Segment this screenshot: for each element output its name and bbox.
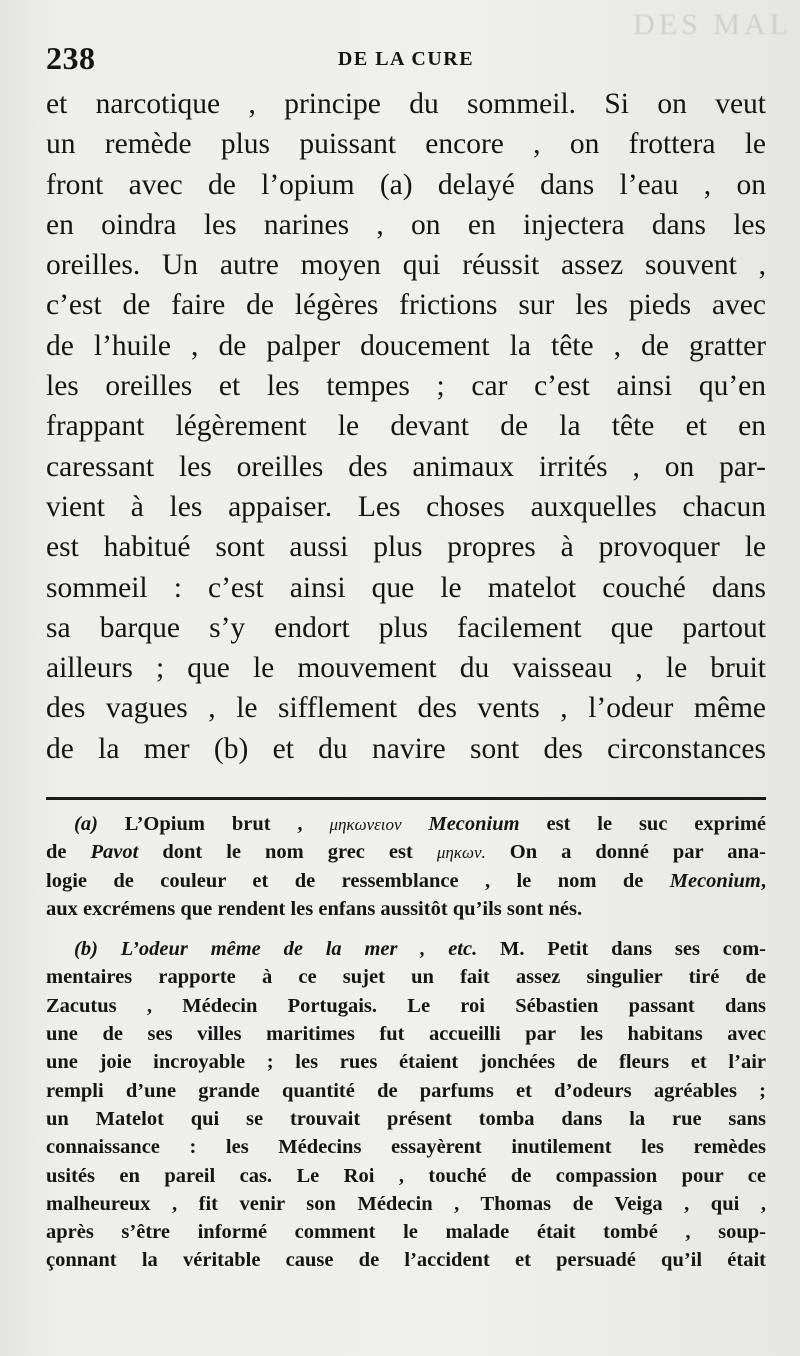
footnote-a — [46, 810, 766, 923]
page-number: 238 — [46, 40, 96, 76]
footnote-line — [46, 935, 766, 963]
text-line: oreilles. Un autre moyen qui réussit assez souvent , — [46, 249, 766, 282]
running-title: DE LA CURE — [337, 48, 475, 70]
footnote-text: L’Opium brut , — [124, 813, 303, 835]
text-line: et narcotique , principe du sommeil. Si on veut — [46, 88, 766, 120]
greek-word: μηκων. — [436, 843, 486, 863]
footnote-term: Meconium — [428, 813, 520, 835]
footnote-text: M. Petit dans ses com- — [500, 938, 766, 961]
text-line: de la mer (b) et du navire sont des circonstances — [46, 732, 766, 765]
text-line: des vagues , le sifflement des vents , l’odeur même — [46, 692, 766, 725]
footnote-line: connaissance : les Médecins essayèrent inutilement les remèdes — [46, 1136, 766, 1159]
footnote-line: une joie incroyable ; les rues étaient jonchées de fleurs et l’air — [46, 1051, 766, 1074]
footnote-line: malheureux , fit venir son Médecin , Thomas de Veiga , qui , — [46, 1192, 766, 1215]
footnote-line: une de ses villes maritimes fut accueilli par les habitans avec — [46, 1023, 766, 1046]
footnote-text: logie de couleur et de ressemblance , le nom de — [46, 869, 644, 892]
footnote-term: Pavot — [90, 841, 139, 864]
greek-word: μηκωνειον — [329, 815, 402, 834]
footnote-line — [46, 867, 766, 895]
text-line: front avec de l’opium (a) delayé dans l’eau , on — [46, 168, 766, 201]
main-text — [46, 84, 766, 769]
footnote-marker: (b) — [74, 938, 98, 961]
text-line: frappant légèrement le devant de la tête et en — [46, 410, 766, 443]
footnote-line: aux excrémens que rendent les enfans aussitôt qu’ils sont nés. — [46, 897, 583, 920]
footnotes — [46, 810, 766, 1275]
text-line: sommeil : c’est ainsi que le matelot couché dans — [46, 571, 766, 604]
text-line: est habitué sont aussi plus propres à provoquer le — [46, 531, 766, 564]
footnote-text: On a donné par ana- — [509, 841, 767, 864]
text-line: un remède plus puissant encore , on frottera le — [46, 128, 766, 161]
footnote-line — [46, 810, 766, 838]
footnote-marker: (a) — [74, 813, 98, 835]
footnote-line: après s’être informé comment le malade était tombé , soup- — [46, 1221, 766, 1244]
footnote-line: mentaires rapporte à ce sujet un fait assez singulier tiré de — [46, 966, 766, 989]
text-line: vient à les appaiser. Les choses auxquelles chacun — [46, 490, 766, 523]
footnote-line: usités en pareil cas. Le Roi , touché de compassion pour ce — [46, 1164, 766, 1187]
footnote-line: rempli d’une grande quantité de parfums et d’odeurs agréables ; — [46, 1079, 766, 1102]
footnote-term: Meconium — [669, 869, 761, 892]
footnote-line — [46, 838, 766, 866]
facing-page-bleed-through: DES MAL — [633, 8, 792, 41]
text-line: ailleurs ; que le mouvement du vaisseau , le bruit — [46, 652, 766, 685]
text-line: c’est de faire de légères frictions sur les pieds avec — [46, 289, 766, 322]
footnote-rule — [46, 797, 766, 800]
footnote-text: dont le nom grec est — [162, 841, 413, 864]
footnote-line: çonnant la véritable cause de l’accident et persuadé qu’il était — [46, 1249, 766, 1272]
footnote-text: de — [46, 841, 67, 864]
footnote-lemma: L’odeur même de la mer , etc. — [120, 938, 478, 961]
footnote-text: , — [760, 869, 766, 892]
footnote-line: un Matelot qui se trouvait présent tomba dans la rue sans — [46, 1107, 766, 1130]
footnote-text: est le suc exprimé — [546, 813, 767, 835]
text-line: de l’huile , de palper doucement la tête , de gratter — [46, 329, 766, 362]
text-line: en oindra les narines , on en injectera dans les — [46, 208, 766, 241]
text-line: sa barque s’y endort plus facilement que partout — [46, 611, 766, 644]
footnote-line: Zacutus , Médecin Portugais. Le roi Sébastien passant dans — [46, 994, 766, 1017]
text-line: caressant les oreilles des animaux irrités , on par- — [46, 450, 766, 483]
footnote-b — [46, 935, 766, 1275]
text-line: les oreilles et les tempes ; car c’est ainsi qu’en — [46, 370, 766, 403]
running-head — [46, 40, 766, 84]
